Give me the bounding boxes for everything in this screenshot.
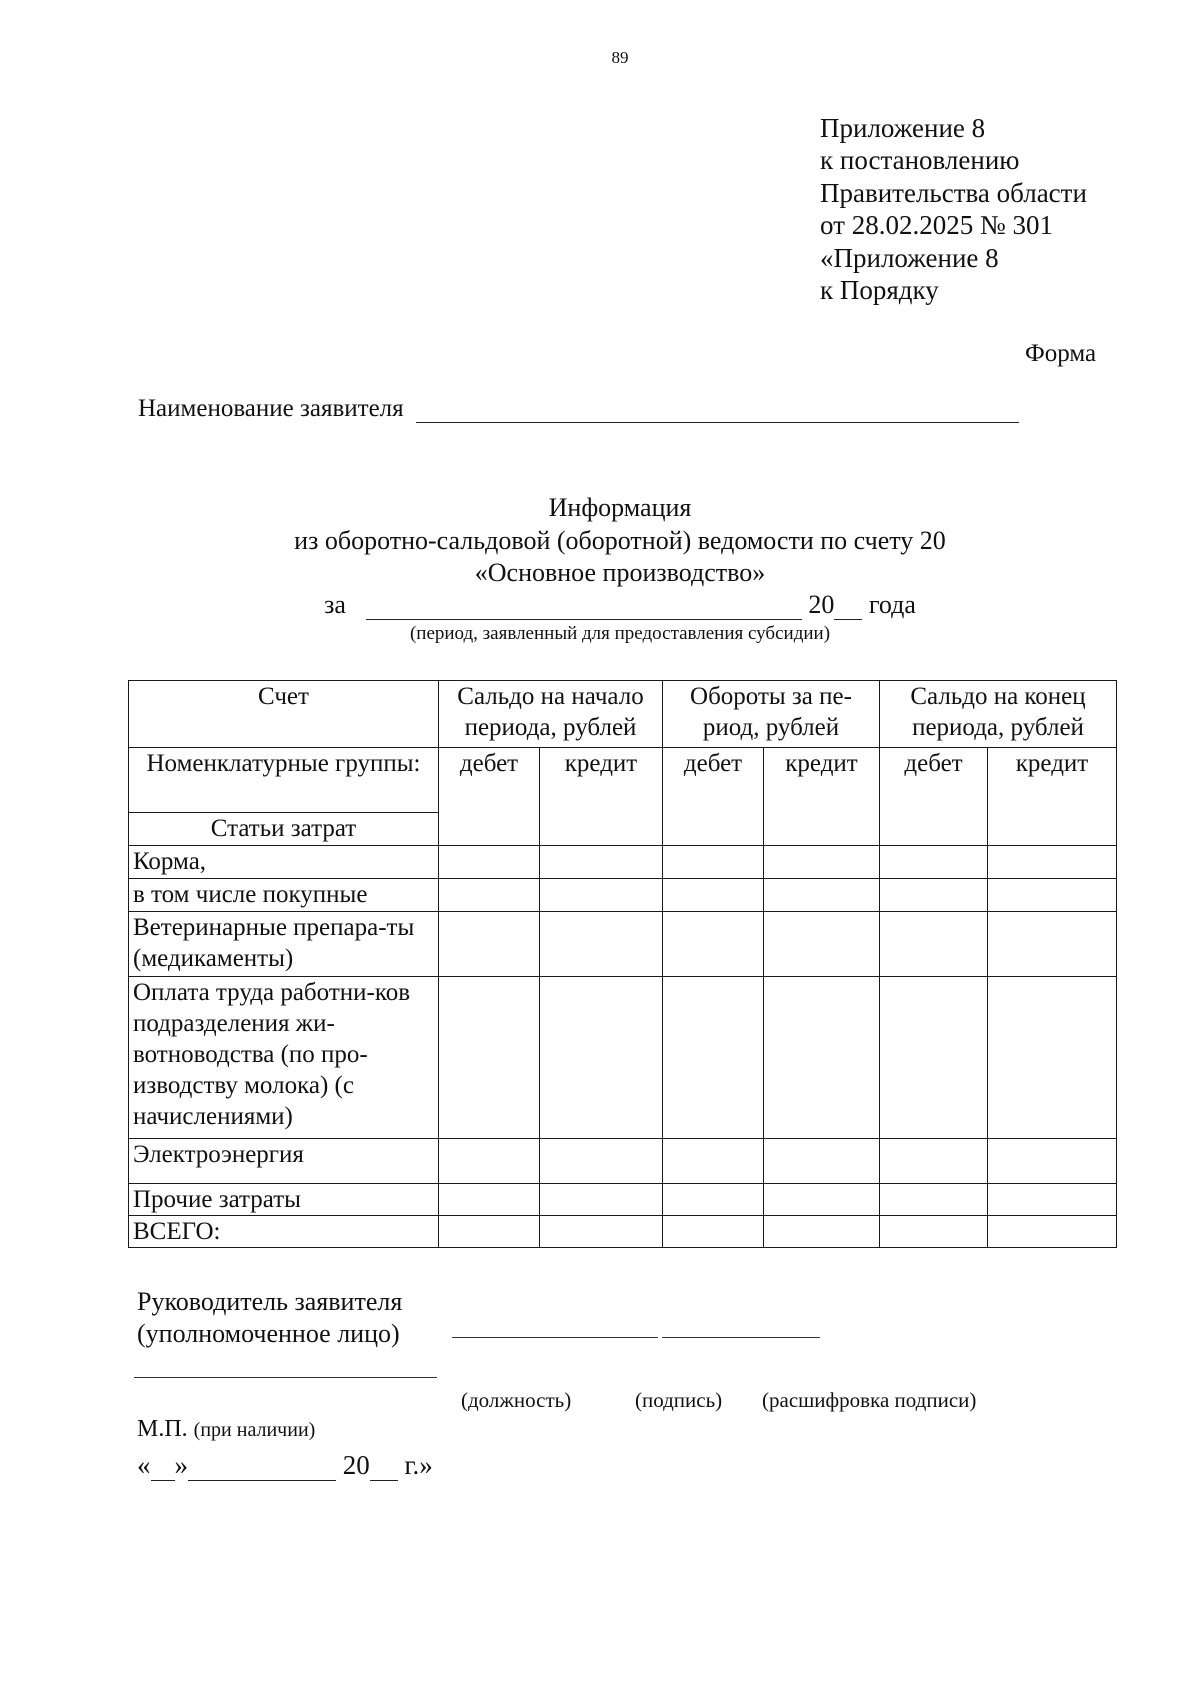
caption-decoding: (расшифровка подписи) bbox=[762, 1388, 977, 1412]
table-cell[interactable] bbox=[439, 879, 540, 912]
period-field[interactable] bbox=[366, 597, 802, 620]
table-cell[interactable] bbox=[439, 1139, 540, 1184]
signatory-label bbox=[137, 1286, 402, 1350]
row-label: в том числе покупные bbox=[129, 879, 439, 912]
table-row bbox=[129, 912, 1117, 977]
row-label: Ветеринарные препара-ты (медикаменты) bbox=[129, 912, 439, 977]
table-cell[interactable] bbox=[988, 1139, 1117, 1184]
form-label: Форма bbox=[1025, 340, 1097, 367]
period-suffix: года bbox=[868, 590, 916, 619]
table-cell[interactable] bbox=[988, 912, 1117, 977]
header-groups: Номенклатурные группы: bbox=[129, 748, 439, 813]
applicant-name-field[interactable] bbox=[416, 400, 1019, 423]
table-cell[interactable] bbox=[988, 1184, 1117, 1216]
table-cell[interactable] bbox=[439, 846, 540, 879]
appendix-line: Правительства области bbox=[820, 177, 1087, 208]
table-row bbox=[129, 1139, 1117, 1184]
table-cell[interactable] bbox=[663, 912, 764, 977]
table-cell[interactable] bbox=[663, 1216, 764, 1248]
table-cell[interactable] bbox=[663, 977, 764, 1139]
table-cell[interactable] bbox=[540, 1216, 663, 1248]
table-cell[interactable] bbox=[663, 1139, 764, 1184]
table-cell[interactable] bbox=[880, 1216, 988, 1248]
table-row bbox=[129, 846, 1117, 879]
table-cell[interactable] bbox=[764, 1139, 880, 1184]
date-close-quote: » bbox=[174, 1450, 188, 1480]
signatory-label-line: (уполномоченное лицо) bbox=[137, 1319, 400, 1348]
header-credit: кредит bbox=[988, 748, 1117, 846]
table-cell[interactable] bbox=[988, 1216, 1117, 1248]
header-turnover: Обороты за пе-риод, рублей bbox=[663, 681, 880, 748]
applicant-label: Наименование заявителя bbox=[138, 395, 404, 422]
table-cell[interactable] bbox=[540, 846, 663, 879]
table-cell[interactable] bbox=[988, 846, 1117, 879]
date-year-prefix: 20 bbox=[342, 1450, 370, 1480]
date-year-field[interactable] bbox=[370, 1458, 398, 1481]
table-cell[interactable] bbox=[439, 977, 540, 1139]
row-label: Прочие затраты bbox=[129, 1184, 439, 1216]
table-row-total bbox=[129, 1216, 1117, 1248]
table-cell[interactable] bbox=[663, 879, 764, 912]
table-cell[interactable] bbox=[880, 1139, 988, 1184]
seal-label: М.П. bbox=[137, 1416, 188, 1442]
header-debit: дебет bbox=[439, 748, 540, 846]
table-cell[interactable] bbox=[988, 879, 1117, 912]
row-label: ВСЕГО: bbox=[129, 1216, 439, 1248]
appendix-line: к Порядку bbox=[820, 275, 939, 306]
ledger-table bbox=[128, 680, 1117, 1248]
appendix-line: Приложение 8 bbox=[820, 113, 986, 143]
header-row bbox=[129, 681, 1117, 748]
decoding-field[interactable] bbox=[662, 1337, 820, 1338]
position-field[interactable] bbox=[134, 1377, 437, 1378]
caption-signature: (подпись) bbox=[635, 1388, 723, 1412]
date-month-field[interactable] bbox=[188, 1458, 336, 1481]
table-cell[interactable] bbox=[764, 977, 880, 1139]
header-opening-balance: Сальдо на начало периода, рублей bbox=[439, 681, 663, 748]
header-debit: дебет bbox=[663, 748, 764, 846]
table-cell[interactable] bbox=[663, 846, 764, 879]
appendix-header bbox=[820, 112, 1087, 306]
row-label: Корма, bbox=[129, 846, 439, 879]
table-cell[interactable] bbox=[988, 977, 1117, 1139]
subheader-row bbox=[129, 748, 1117, 813]
page-number: 89 bbox=[611, 48, 629, 67]
title-line: Информация bbox=[548, 493, 692, 522]
header-credit: кредит bbox=[764, 748, 880, 846]
table-cell[interactable] bbox=[764, 1216, 880, 1248]
appendix-line: от 28.02.2025 № 301 bbox=[820, 210, 1053, 241]
table-cell[interactable] bbox=[439, 1216, 540, 1248]
header-cost-items: Статьи затрат bbox=[129, 813, 439, 846]
period-note: (период, заявленный для предоставления субсидии) bbox=[409, 623, 831, 644]
table-cell[interactable] bbox=[540, 1139, 663, 1184]
table-cell[interactable] bbox=[439, 912, 540, 977]
table-cell[interactable] bbox=[880, 977, 988, 1139]
period-row bbox=[0, 590, 1200, 620]
document-title bbox=[0, 492, 1200, 590]
table-cell[interactable] bbox=[880, 879, 988, 912]
header-credit: кредит bbox=[540, 748, 663, 846]
appendix-line: к постановлению bbox=[820, 145, 1020, 176]
signature-field[interactable] bbox=[452, 1337, 658, 1338]
title-line: из оборотно-сальдовой (оборотной) ведомости по счету 20 bbox=[294, 525, 946, 555]
title-line: «Основное производство» bbox=[474, 558, 766, 587]
header-closing-balance: Сальдо на конец периода, рублей bbox=[880, 681, 1117, 748]
appendix-line: «Приложение 8 bbox=[820, 242, 999, 273]
table-row bbox=[129, 1184, 1117, 1216]
table-cell[interactable] bbox=[540, 977, 663, 1139]
period-prefix: за bbox=[324, 590, 346, 619]
table-row bbox=[129, 977, 1117, 1139]
table-cell[interactable] bbox=[540, 1184, 663, 1216]
table-cell[interactable] bbox=[764, 846, 880, 879]
seal-place bbox=[137, 1416, 315, 1443]
table-cell[interactable] bbox=[764, 912, 880, 977]
date-day-field[interactable] bbox=[151, 1458, 175, 1481]
header-account: Счет bbox=[129, 681, 439, 748]
header-debit: дебет bbox=[880, 748, 988, 846]
seal-note: (при наличии) bbox=[193, 1419, 316, 1441]
table-cell[interactable] bbox=[880, 912, 988, 977]
date-suffix: г.» bbox=[404, 1450, 433, 1480]
table-cell[interactable] bbox=[880, 1184, 988, 1216]
caption-position: (должность) bbox=[461, 1388, 572, 1412]
table-cell[interactable] bbox=[764, 879, 880, 912]
row-label: Оплата труда работни-ков подразделения жи-вотноводства (по про-изводству молока) (с начислениями) bbox=[129, 977, 439, 1139]
table-cell[interactable] bbox=[540, 912, 663, 977]
period-year-field[interactable] bbox=[834, 597, 862, 620]
date-row bbox=[137, 1450, 433, 1481]
table-cell[interactable] bbox=[540, 879, 663, 912]
date-open-quote: « bbox=[137, 1450, 151, 1480]
signatory-label-line: Руководитель заявителя bbox=[137, 1287, 403, 1316]
table-cell[interactable] bbox=[764, 1184, 880, 1216]
row-label: Электроэнергия bbox=[129, 1139, 439, 1184]
period-year-prefix: 20 bbox=[808, 590, 835, 619]
table-cell[interactable] bbox=[439, 1184, 540, 1216]
table-cell[interactable] bbox=[663, 1184, 764, 1216]
table-row bbox=[129, 879, 1117, 912]
table-cell[interactable] bbox=[880, 846, 988, 879]
applicant-row bbox=[138, 395, 1019, 423]
